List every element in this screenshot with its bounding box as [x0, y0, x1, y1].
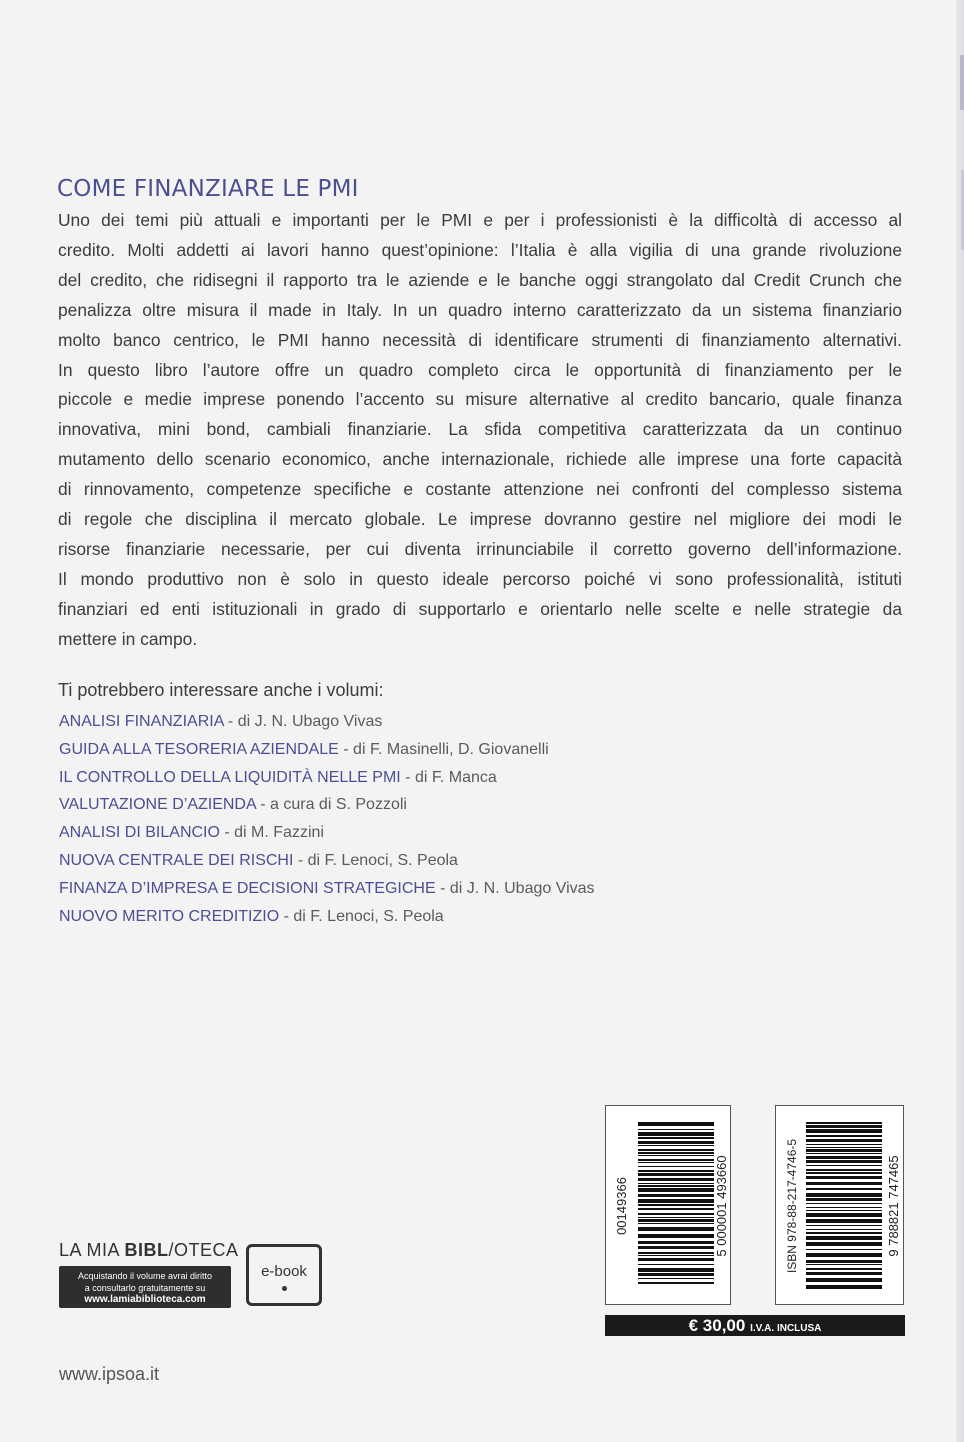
price-vat-note: I.V.A. INCLUSA	[750, 1323, 822, 1334]
library-logo-bold: BIBL	[124, 1240, 169, 1260]
volume-item	[59, 821, 595, 849]
library-logo-light: LA MIA	[59, 1240, 125, 1260]
volume-title: FINANZA D’IMPRESA E DECISIONI STRATEGICHE	[59, 879, 436, 897]
price-bar	[605, 1315, 905, 1336]
volume-item	[59, 738, 595, 766]
book-description	[58, 206, 902, 655]
volume-item	[59, 710, 595, 738]
volume-title: NUOVA CENTRALE DEI RISCHI	[59, 851, 294, 869]
library-logo	[59, 1240, 239, 1261]
description-line: mutamento dello scenario economico, anche internazionale, richiede alle imprese una forte capacità	[58, 449, 902, 470]
description-line: del credito, che ridisegni il rapporto tra le aziende e le banche oggi strangolato dal Credit Crunch che	[58, 269, 902, 290]
volume-author: - di F. Lenoci, S. Peola	[279, 907, 444, 925]
publisher-website: www.ipsoa.it	[59, 1364, 160, 1384]
price-amount: € 30,00	[688, 1316, 746, 1335]
volume-author: - di F. Lenoci, S. Peola	[293, 851, 458, 869]
volume-author: - di J. N. Ubago Vivas	[435, 879, 595, 897]
description-line: Uno dei temi più attuali e importanti per le PMI e per i professionisti è la difficoltà di accesso al	[58, 210, 902, 230]
description-line: risorse finanziarie necessarie, per cui diventa irrinunciabile il corretto governo dell’informazione.	[58, 538, 902, 559]
library-logo-rest: /OTECA	[168, 1240, 239, 1260]
volume-author: - di J. N. Ubago Vivas	[223, 713, 383, 730]
barcode-left-side-code: 00149366	[614, 1177, 629, 1235]
barcode-right	[775, 1105, 904, 1305]
volume-title: IL CONTROLLO DELLA LIQUIDITÀ NELLE PMI	[59, 768, 401, 786]
volume-item	[59, 766, 595, 794]
library-note	[59, 1266, 231, 1308]
barcode-right-graphic	[776, 1106, 905, 1306]
library-note-line: Acquistando il volume avrai diritto	[77, 1271, 213, 1281]
description-line: innovativa, mini bond, cambiali finanziarie. La sfida competitiva caratterizzata da un continuo	[58, 419, 902, 440]
library-url: www.lamiabiblioteca.com	[84, 1294, 206, 1305]
description-line: credito. Molti addetti ai lavori hanno quest’opinione: l’Italia è alla vigilia di una grande rivoluzione	[58, 239, 902, 260]
library-badge	[59, 1240, 239, 1308]
ebook-label: e-book	[261, 1263, 307, 1280]
description-line: di regole che disciplina il mercato globale. Le imprese dovranno gestire nel migliore dei modi le	[58, 509, 902, 530]
volume-author: - di M. Fazzini	[219, 824, 324, 842]
description-line: di rinnovamento, competenze specifiche e costante attenzione nei confronti del complesso sistema	[58, 479, 902, 500]
description-line: molto banco centrico, le PMI hanno necessità di identificare strumenti di finanziamento alternativi.	[58, 329, 902, 350]
ebook-dot	[282, 1286, 287, 1291]
barcode-bars	[806, 1122, 882, 1289]
volume-item	[59, 905, 595, 933]
ebook-icon	[246, 1244, 322, 1306]
barcode-left-number: 5 000001 493660	[714, 1155, 729, 1257]
related-volumes-list	[59, 710, 595, 932]
description-line: In questo libro l’autore offre un quadro completo circa le opportunità di finanziamento per le	[58, 359, 902, 380]
description-line: penalizza oltre misura il made in Italy. In un quadro interno caratterizzato da un sistema finanziario	[58, 299, 902, 320]
description-line: mettere in campo.	[58, 628, 198, 649]
volume-title: ANALISI DI BILANCIO	[59, 824, 220, 842]
description-line: Il mondo produttivo non è solo in questo ideale percorso poiché vi sono professionalità, istituti	[58, 568, 902, 589]
volume-item	[59, 793, 595, 821]
related-volumes-heading: Ti potrebbero interessare anche i volumi:	[58, 680, 384, 700]
volume-item	[59, 877, 595, 905]
volume-author: - di F. Masinelli, D. Giovanelli	[338, 740, 549, 758]
book-title: COME FINANZIARE LE PMI	[57, 176, 359, 202]
volume-title: VALUTAZIONE D’AZIENDA	[59, 796, 256, 814]
barcode-bars	[638, 1122, 714, 1284]
volume-title: NUOVO MERITO CREDITIZIO	[59, 907, 280, 925]
cover-edge-mark	[960, 55, 964, 110]
description-line: finanziari ed enti istituzionali in grado di supportarlo e orientarlo nelle scelte e nelle strategie da	[58, 598, 902, 619]
volume-author: - di F. Manca	[400, 768, 497, 786]
volume-title: ANALISI FINANZIARIA	[59, 713, 224, 730]
barcode-left-graphic	[606, 1106, 732, 1306]
description-line: piccole e medie imprese ponendo l’accento su misure alternative al credito bancario, quale finanza	[58, 389, 902, 410]
barcode-right-number: 9 788821 747465	[886, 1155, 901, 1257]
isbn-text: ISBN 978-88-217-4746-5	[785, 1138, 799, 1274]
volume-item	[59, 849, 595, 877]
volume-title: GUIDA ALLA TESORERIA AZIENDALE	[59, 740, 339, 758]
barcode-left	[605, 1105, 731, 1305]
volume-author: - a cura di S. Pozzoli	[255, 796, 407, 814]
library-note-line: a consultarlo gratuitamente su	[84, 1283, 206, 1293]
